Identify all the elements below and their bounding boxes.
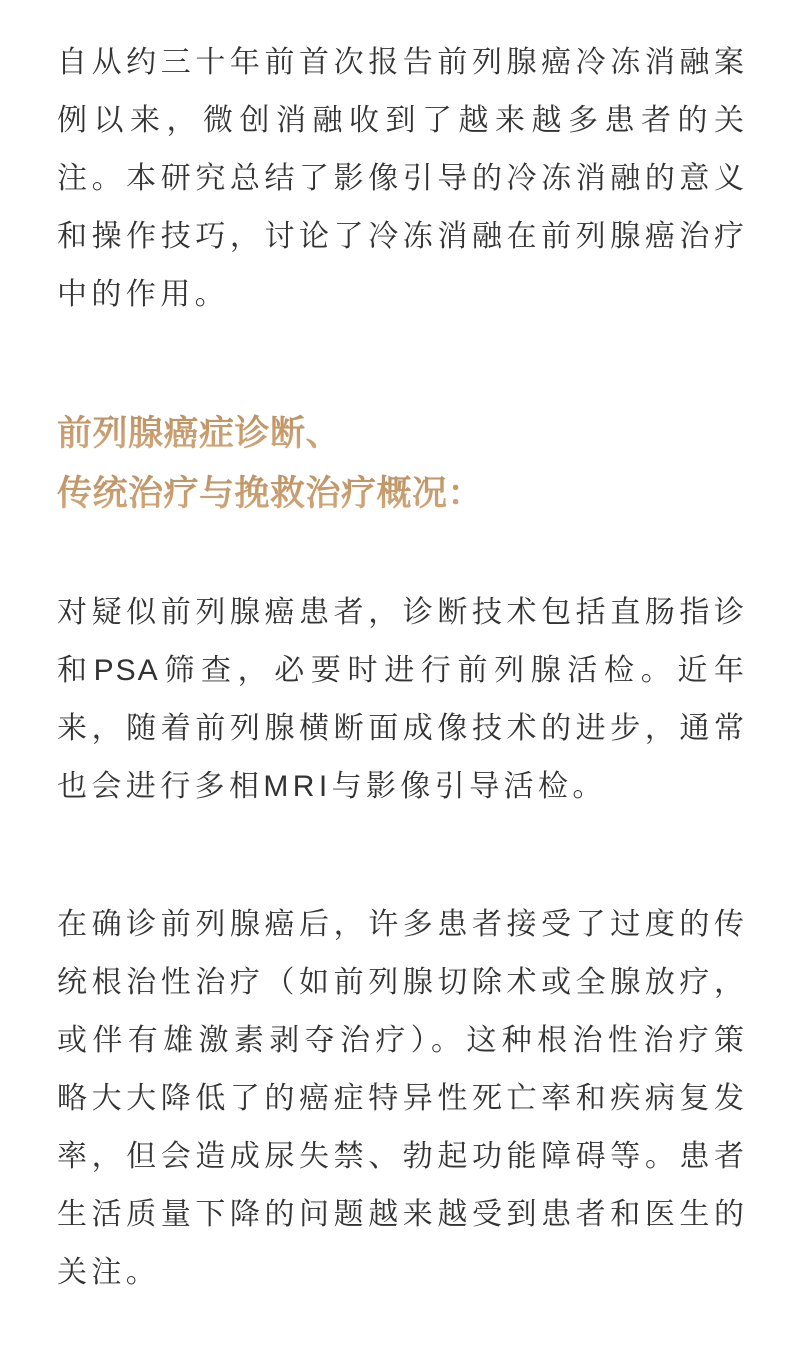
paragraph-line: 来，随着前列腺横断面成像技术的进步，通常 (57, 712, 746, 745)
paragraph-line: 或伴有雄激素剥夺治疗）。这种根治性治疗策 (57, 1024, 746, 1057)
intro-paragraph (57, 34, 746, 324)
paragraph-line: 注。本研究总结了影像引导的冷冻消融的意义 (57, 162, 746, 195)
paragraph-line: 关注。 (57, 1256, 161, 1289)
section-heading-line: 传统治疗与挽救治疗概况： (57, 464, 746, 524)
paragraph-line: 也会进行多相MRI与影像引导活检。 (57, 770, 607, 803)
paragraph-line: 率，但会造成尿失禁、勃起功能障碍等。患者 (57, 1140, 746, 1173)
paragraph-line: 和PSA筛查，必要时进行前列腺活检。近年 (57, 654, 746, 687)
diagnosis-paragraph (57, 584, 746, 816)
paragraph-line: 生活质量下降的问题越来越受到患者和医生的 (57, 1198, 746, 1231)
paragraph-line: 自从约三十年前首次报告前列腺癌冷冻消融案 (57, 46, 746, 79)
paragraph-line: 统根治性治疗（如前列腺切除术或全腺放疗， (57, 966, 746, 999)
paragraph-line: 对疑似前列腺癌患者，诊断技术包括直肠指诊 (57, 596, 746, 629)
paragraph-line: 例以来，微创消融收到了越来越多患者的关 (57, 104, 746, 137)
paragraph-line: 略大大降低了的癌症特异性死亡率和疾病复发 (57, 1082, 746, 1115)
paragraph-line: 和操作技巧，讨论了冷冻消融在前列腺癌治疗 (57, 220, 746, 253)
paragraph-line: 在确诊前列腺癌后，许多患者接受了过度的传 (57, 908, 746, 941)
section-heading (57, 404, 746, 524)
paragraph-line: 中的作用。 (57, 278, 229, 311)
treatment-paragraph (57, 896, 746, 1302)
section-heading-line: 前列腺癌症诊断、 (57, 404, 746, 464)
